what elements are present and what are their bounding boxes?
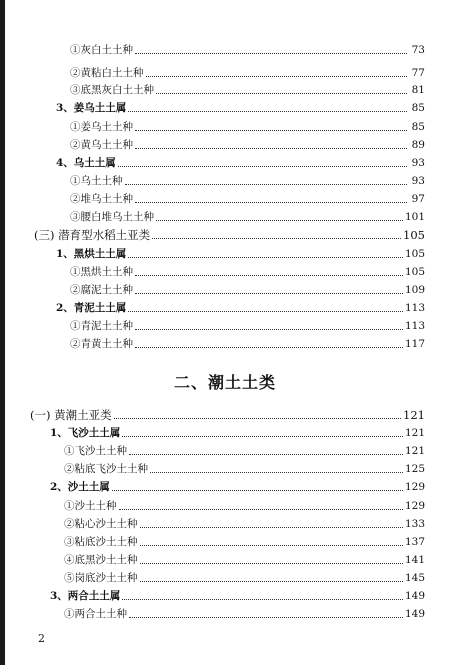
toc-entry-page: 117: [404, 338, 425, 350]
toc-entry-label: ⑤岗底沙土土种: [64, 572, 138, 584]
toc-entry-page: 129: [404, 500, 425, 512]
chapter-heading: 二、潮土土类: [173, 373, 276, 392]
toc-entry-label: ①沙土土种: [64, 500, 117, 512]
toc-entry-label: ③粘底沙土土种: [64, 536, 138, 548]
toc-entry[interactable]: [70, 284, 425, 297]
toc-entry-label: ③腰白堆乌土土种: [70, 211, 154, 223]
toc-entry[interactable]: [70, 175, 425, 188]
toc-entry-page: 77: [411, 67, 425, 79]
toc-entry-page: 113: [404, 302, 425, 314]
leader-dots: [128, 111, 407, 112]
toc-subclass-label: (三) 潜育型水稻土亚类: [34, 228, 151, 242]
leader-dots: [156, 93, 407, 94]
leader-dots: [140, 545, 403, 546]
toc-entry-page: 85: [411, 121, 425, 133]
leader-dots: [140, 563, 403, 564]
leader-dots: [125, 184, 408, 185]
toc-entry[interactable]: [70, 320, 425, 333]
toc-entry-label: ②腐泥土土种: [70, 284, 133, 296]
toc-entry-page: 85: [411, 102, 425, 114]
leader-dots: [152, 238, 401, 239]
toc-section[interactable]: [50, 590, 425, 603]
toc-entry-page: 113: [404, 320, 425, 332]
toc-entry-label: ②黄粘白土土种: [70, 67, 144, 79]
toc-entry[interactable]: [64, 518, 425, 531]
toc-entry-page: 73: [411, 44, 425, 56]
toc-entry[interactable]: [64, 554, 425, 567]
toc-section[interactable]: [56, 157, 425, 170]
toc-entry-page: 97: [411, 193, 425, 205]
toc-entry-page: 105: [404, 266, 425, 278]
toc-section[interactable]: [50, 481, 425, 494]
toc-entry-label: ②青黄土土种: [70, 338, 133, 350]
toc-entry[interactable]: [70, 139, 425, 152]
leader-dots: [135, 347, 403, 348]
toc-entry-label: ②粘底飞沙土土种: [64, 463, 148, 475]
toc-entry-label: ①黑烘土土种: [70, 266, 133, 278]
toc-entry[interactable]: [64, 608, 425, 621]
toc-entry-page: 125: [404, 463, 425, 475]
toc-section-label: 3、两合土土属: [50, 590, 121, 602]
toc-entry[interactable]: [70, 211, 425, 224]
toc-entry[interactable]: [70, 193, 425, 206]
toc-section-label: 3、姜乌土土属: [56, 102, 127, 114]
toc-entry[interactable]: [70, 338, 425, 351]
toc-entry[interactable]: [70, 266, 425, 279]
toc-entry[interactable]: [64, 445, 425, 458]
toc-entry-page: 149: [404, 590, 425, 602]
leader-dots: [118, 166, 407, 167]
toc-entry-label: ①飞沙土土种: [64, 445, 127, 457]
toc-entry[interactable]: [64, 572, 425, 585]
toc-entry-label: ②黄乌土土种: [70, 139, 133, 151]
toc-section-label: 1、飞沙土土属: [50, 427, 121, 439]
toc-entry-page: 149: [404, 608, 425, 620]
toc-entry[interactable]: [64, 500, 425, 513]
toc-entry-label: ①灰白土土种: [70, 44, 133, 56]
toc-entry[interactable]: [64, 463, 425, 476]
toc-entry-page: 137: [404, 536, 425, 548]
leader-dots: [135, 202, 407, 203]
toc-subclass-label: (一) 黄潮土亚类: [30, 408, 112, 422]
toc-entry-page: 145: [404, 572, 425, 584]
toc-entry-page: 121: [403, 408, 425, 422]
toc-entry-label: ①姜乌土土种: [70, 121, 133, 133]
leader-dots: [135, 293, 403, 294]
leader-dots: [135, 275, 403, 276]
leader-dots: [135, 53, 407, 54]
leader-dots: [129, 454, 403, 455]
toc-entry-page: 93: [411, 157, 425, 169]
toc-entry-page: 89: [411, 139, 425, 151]
leader-dots: [140, 527, 403, 528]
toc-entry-label: ④底黑沙土土种: [64, 554, 138, 566]
scan-edge-shadow: [0, 0, 5, 665]
toc-entry-label: ②堆乌土土种: [70, 193, 133, 205]
toc-entry-page: 121: [404, 427, 425, 439]
leader-dots: [128, 311, 403, 312]
toc-entry[interactable]: [64, 536, 425, 549]
toc-entry-page: 105: [403, 228, 425, 242]
toc-entry-page: 109: [404, 284, 425, 296]
toc-subclass[interactable]: [30, 409, 425, 422]
leader-dots: [114, 418, 401, 419]
leader-dots: [135, 130, 407, 131]
toc-entry-label: ①青泥土土种: [70, 320, 133, 332]
leader-dots: [156, 220, 403, 221]
toc-section-label: 2、青泥土土属: [56, 302, 127, 314]
toc-entry-page: 93: [411, 175, 425, 187]
toc-entry-page: 129: [404, 481, 425, 493]
toc-section[interactable]: [50, 427, 425, 440]
toc-entry-page: 133: [404, 518, 425, 530]
toc-section[interactable]: [56, 248, 425, 261]
toc-subclass[interactable]: [34, 229, 425, 242]
leader-dots: [122, 436, 403, 437]
toc-entry[interactable]: [70, 44, 425, 57]
toc-section-label: 2、沙土土属: [50, 481, 110, 493]
leader-dots: [112, 490, 403, 491]
leader-dots: [146, 76, 408, 77]
toc-section-label: 4、乌土土属: [56, 157, 116, 169]
toc-entry-page: 101: [404, 211, 425, 223]
leader-dots: [150, 472, 403, 473]
toc-entry[interactable]: [70, 67, 425, 80]
toc-section[interactable]: [56, 302, 425, 315]
toc-entry-page: 81: [411, 84, 425, 96]
toc-entry-label: ②粘心沙土土种: [64, 518, 138, 530]
page-number: 2: [38, 632, 45, 645]
toc-entry[interactable]: [70, 121, 425, 134]
toc-entry-page: 105: [404, 248, 425, 260]
leader-dots: [128, 257, 403, 258]
toc-entry[interactable]: [70, 84, 425, 97]
toc-section[interactable]: [56, 102, 425, 115]
toc-entry-label: ③底黑灰白土土种: [70, 84, 154, 96]
leader-dots: [140, 581, 403, 582]
toc-section-label: 1、黑烘土土属: [56, 248, 127, 260]
toc-entry-label: ①乌土土种: [70, 175, 123, 187]
leader-dots: [135, 329, 403, 330]
leader-dots: [129, 617, 403, 618]
leader-dots: [135, 148, 407, 149]
toc-entry-page: 121: [404, 445, 425, 457]
toc-entry-page: 141: [404, 554, 425, 566]
toc-entry-label: ①两合土土种: [64, 608, 127, 620]
leader-dots: [119, 509, 403, 510]
leader-dots: [122, 599, 403, 600]
